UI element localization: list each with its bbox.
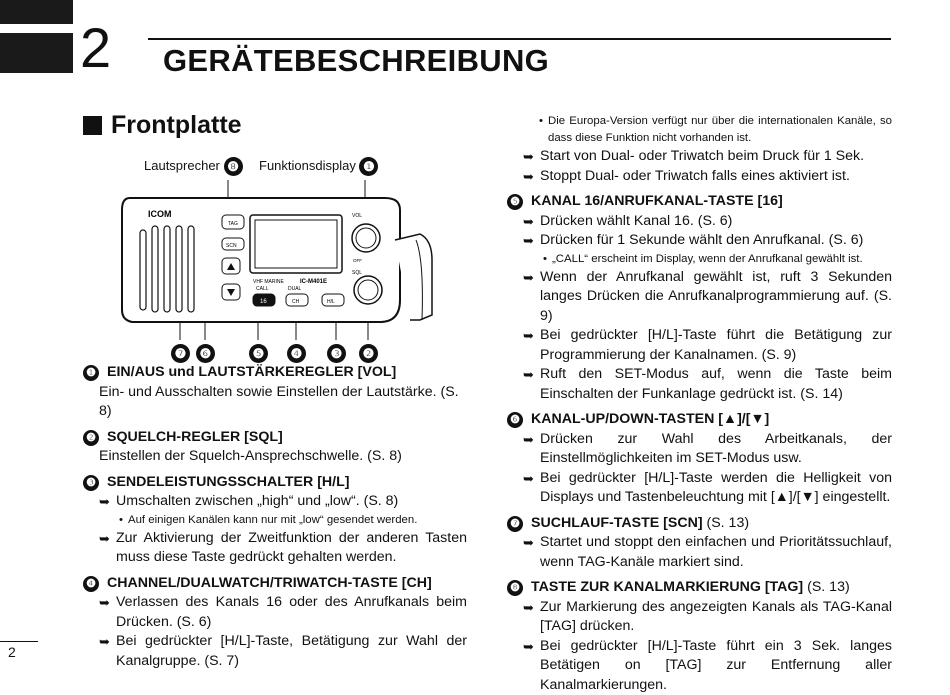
callout-6: ❻ [196,344,215,363]
item-text: Drücken zur Wahl des Arbeitkanals, der Einstellmöglichkeiten im SET-Modus usw. [540,430,892,469]
arrow-icon: ➥ [523,598,540,618]
item-number: ❼ [507,516,523,532]
arrow-icon: ➥ [523,147,540,167]
svg-text:DUAL: DUAL [288,286,302,292]
arrow-icon: ➥ [523,533,540,553]
item-heading: SQUELCH-REGLER [SQL] [107,428,283,448]
svg-text:H/L: H/L [327,299,335,305]
list-item [507,410,892,508]
list-item [507,514,892,573]
svg-text:VHF MARINE: VHF MARINE [253,279,285,285]
item-text: Bei gedrückter [H/L]-Taste führt ein 3 Sek. langes Betätigen on [TAG] zur Entfernung aller Kanalmarkierungen. [540,637,892,695]
arrow-icon: ➥ [523,430,540,450]
item-text: Startet und stoppt den einfachen und Prioritätssuchlauf, wenn TAG-Kanäle markiert sind. [540,533,892,572]
callout-7: ❼ [171,344,190,363]
list-item [83,428,467,467]
item-note: Die Europa-Version verfügt nur über die internationalen Kanäle, so dass diese Funktion nicht vorhanden ist. [548,113,892,147]
item-heading: SENDELEISTUNGSSCHALTER [H/L] [107,473,350,493]
svg-text:TAG: TAG [228,221,238,227]
svg-text:CH: CH [292,299,300,305]
item-number: ❶ [83,365,99,381]
callout-5: ❺ [249,344,268,363]
callout-3: ❸ [327,344,346,363]
item-text: Ruft den SET-Modus auf, wenn die Taste beim Einschalten der Funkanlage gedrückt ist. (S. 14) [540,365,892,404]
svg-text:VOL: VOL [352,213,362,219]
list-item [83,363,467,422]
device-model: IC-M401E [300,279,327,285]
item-heading: EIN/AUS und LAUTSTÄRKEREGLER [VOL] [107,363,396,383]
item-text: Bei gedrückter [H/L]-Taste, Betätigung zur Wahl der Kanalgruppe. (S. 7) [116,632,467,671]
label-speaker: Lautsprecher ❽ [144,157,243,176]
arrow-icon: ➥ [99,492,116,512]
bullet-icon: • [543,251,552,268]
item-heading: KANAL-UP/DOWN-TASTEN [▲]/[▼] [531,410,769,430]
item-number: ❽ [507,580,523,596]
item-text: Umschalten zwischen „high“ und „low“. (S. 8) [116,492,467,512]
square-bullet-icon [83,116,102,135]
bullet-icon: • [539,113,548,147]
arrow-icon: ➥ [523,326,540,346]
list-item [83,473,467,568]
svg-text:SCN: SCN [226,243,237,249]
item-text: Zur Markierung des angezeigten Kanals als TAG-Kanal [TAG] drücken. [540,598,892,637]
item-page-ref: (S. 13) [703,515,750,531]
item-heading: SUCHLAUF-TASTE [SCN] [531,515,703,531]
item-page-ref: (S. 13) [803,579,850,595]
item-note: Auf einigen Kanälen kann nur mit „low“ gesendet werden. [128,512,417,529]
arrow-icon: ➥ [523,365,540,385]
footer-rule [0,641,38,642]
chapter-title: GERÄTEBESCHREIBUNG [163,43,549,79]
arrow-icon: ➥ [523,167,540,187]
arrow-icon: ➥ [99,632,116,652]
arrow-icon: ➥ [523,469,540,489]
item-number: ❸ [83,475,99,491]
callout-1: ❶ [359,157,378,176]
left-column [83,363,467,671]
svg-text:OFF: OFF [353,258,362,263]
item-note: „CALL“ erscheint im Display, wenn der Anrufkanal gewählt ist. [552,251,863,268]
radio-front-panel-figure [110,170,450,350]
item-number: ❷ [83,430,99,446]
item-text: Bei gedrückter [H/L]-Taste werden die Helligkeit von Displays und Tastenbeleuchtung mit [▲]/[▼] eingestellt. [540,469,892,508]
list-item [507,192,892,404]
section-title: Frontplatte [111,111,242,140]
item-number: ❺ [507,194,523,210]
svg-text:16: 16 [260,299,267,305]
item-text: Start von Dual- oder Triwatch beim Druck für 1 Sek. [540,147,892,167]
arrow-icon: ➥ [523,268,540,288]
arrow-icon: ➥ [523,231,540,251]
arrow-icon: ➥ [99,529,116,549]
figure-callouts [0,344,450,364]
item-heading: CHANNEL/DUALWATCH/TRIWATCH-TASTE [CH] [107,574,432,594]
svg-text:CALL: CALL [256,286,269,292]
item-heading: KANAL 16/ANRUFKANAL-TASTE [16] [531,192,783,212]
item-text: Wenn der Anrufkanal gewählt ist, ruft 3 Sekunden langes Drücken die Anrufkanalprogrammierung auf. (S. 9) [540,268,892,327]
item-text: Drücken für 1 Sekunde wählt den Anrufkanal. (S. 6) [540,231,892,251]
arrow-icon: ➥ [523,637,540,657]
section-heading [83,111,242,140]
item-text: Stoppt Dual- oder Triwatch falls eines aktiviert ist. [540,167,892,187]
device-brand: ICOM [148,209,172,219]
item-text: Bei gedrückter [H/L]-Taste führt die Betätigung zur Programmierung der Kanalnamen. (S. 9) [540,326,892,365]
list-item [507,578,892,695]
arrow-icon: ➥ [99,593,116,613]
svg-text:SQL: SQL [352,270,362,276]
item-text: Ein- und Ausschalten sowie Einstellen der Lautstärke. (S. 8) [83,383,467,422]
callout-2: ❷ [359,344,378,363]
chapter-tab-top [0,0,73,24]
item-text: Zur Aktivierung der Zweitfunktion der anderen Tasten muss diese Taste gedrückt gehalten werden. [116,529,467,568]
chapter-tab [0,33,73,73]
right-column [507,113,892,695]
item-text: Einstellen der Squelch-Ansprechschwelle. (S. 8) [83,447,467,467]
header-rule [148,38,891,40]
item-text: Drücken wählt Kanal 16. (S. 6) [540,212,892,232]
chapter-number: 2 [80,20,111,76]
callout-8: ❽ [224,157,243,176]
item-heading: TASTE ZUR KANALMARKIERUNG [TAG] [531,579,803,595]
list-item [83,574,467,672]
bullet-icon: • [119,512,128,529]
item-number: ❹ [83,576,99,592]
arrow-icon: ➥ [523,212,540,232]
label-display: Funktionsdisplay ❶ [259,157,378,176]
item-text: Verlassen des Kanals 16 oder des Anrufkanals beim Drücken. (S. 6) [116,593,467,632]
item-number: ❻ [507,412,523,428]
callout-4: ❹ [287,344,306,363]
page-number: 2 [8,644,16,660]
